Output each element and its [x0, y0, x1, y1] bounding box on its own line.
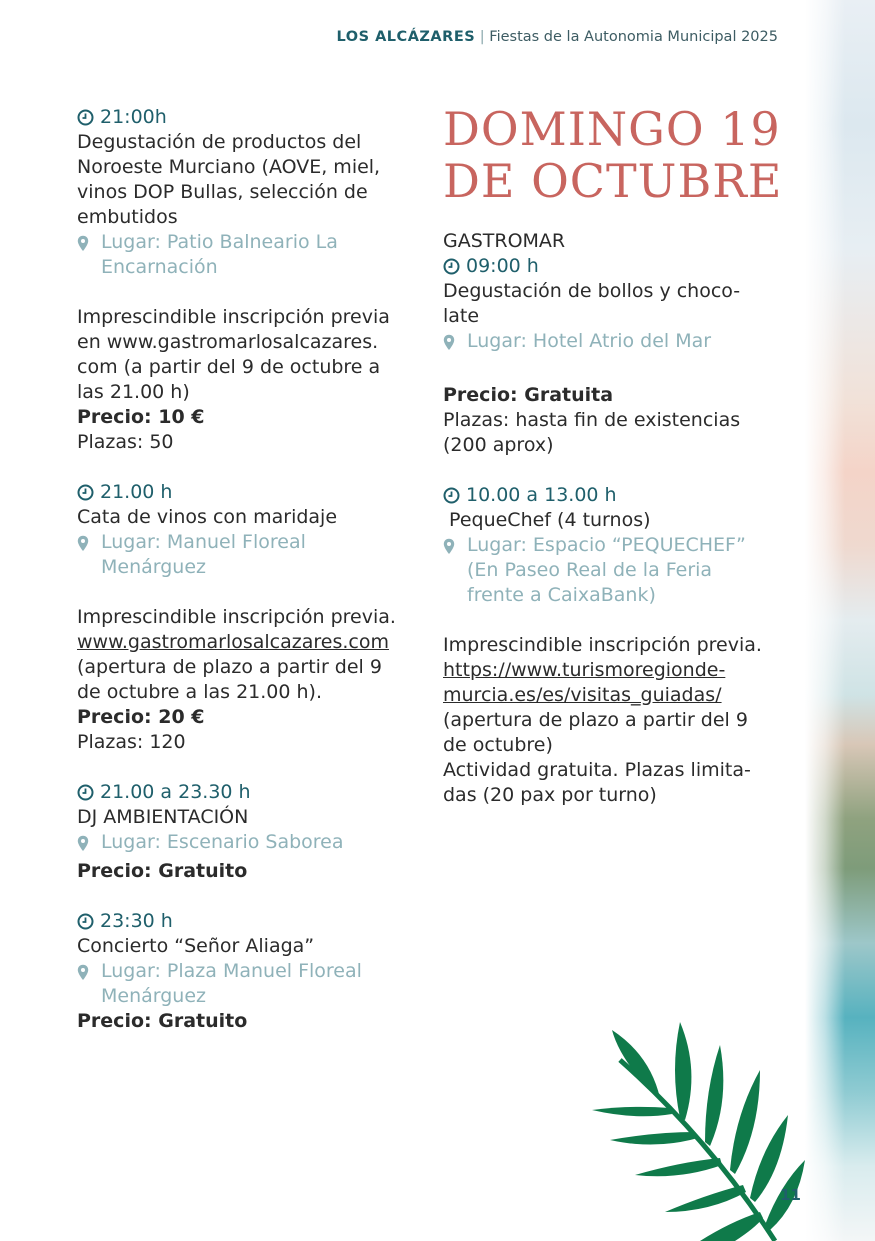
day-title — [443, 103, 788, 207]
event-location-text: Lugar: Hotel Atrio del Mar — [467, 330, 712, 352]
event-price: Precio: Gratuito — [77, 1010, 248, 1032]
event-note-line: Imprescindible inscripción previa — [77, 306, 390, 328]
day-title-line: DOMINGO 19 — [443, 102, 781, 156]
event-location — [443, 329, 788, 358]
left-column — [77, 105, 417, 1034]
event-note-line: (apertura de plazo a partir del 9 — [443, 709, 748, 731]
event-time — [77, 480, 417, 505]
registration-link[interactable]: www.gastromarlosalcazares.com — [77, 631, 389, 653]
event-title: PequeChef (4 turnos) — [443, 509, 651, 531]
event-time — [443, 254, 788, 279]
event-location — [77, 959, 417, 1009]
event-places: Plazas: 50 — [77, 431, 174, 453]
event-time-text: 21.00 a 23.30 h — [100, 781, 251, 803]
day-title-line: DE OCTUBRE — [443, 154, 783, 208]
right-column — [443, 102, 788, 808]
event-location-text: Lugar: Escenario Saborea — [101, 831, 344, 853]
event-note-line: das (20 pax por turno) — [443, 784, 657, 806]
event-location — [77, 230, 417, 280]
event-time-text: 09:00 h — [466, 255, 539, 277]
event-location-text: Menárguez — [101, 985, 207, 1007]
event-price: Precio: Gratuita — [443, 384, 614, 406]
event-location-text: Lugar: Manuel Floreal — [101, 531, 306, 553]
event-location-text: Lugar: Patio Balneario La — [101, 231, 338, 253]
clock-icon — [77, 484, 94, 501]
event-price: Precio: Gratuito — [77, 860, 248, 882]
header-subtitle: Fiestas de la Autonomia Municipal 2025 — [489, 29, 778, 45]
event-note-line: Imprescindible inscripción previa. — [443, 634, 762, 656]
event-title-line: late — [443, 305, 480, 327]
event-title-line: Degustación de bollos y choco- — [443, 280, 741, 302]
event-price: Precio: 10 € — [77, 406, 205, 428]
event-location-text: Menárguez — [101, 556, 207, 578]
clock-icon — [443, 487, 460, 504]
clock-icon — [77, 913, 94, 930]
event-location — [77, 830, 417, 859]
event-note-line: (apertura de plazo a partir del 9 — [77, 656, 382, 678]
event-note-line: com (a partir del 9 de octubre a — [77, 356, 381, 378]
event-time-text: 23:30 h — [100, 910, 173, 932]
event-note-line: de octubre) — [443, 734, 553, 756]
header-brand: LOS ALCÁZARES — [336, 29, 476, 45]
event-note-line: las 21.00 h) — [77, 381, 190, 403]
clock-icon — [77, 784, 94, 801]
header-separator: | — [479, 29, 485, 45]
event-note-line: de octubre a las 21.00 h). — [77, 681, 323, 703]
event-title-line: Noroeste Murciano (AOVE, miel, — [77, 156, 381, 178]
location-pin-icon — [77, 535, 89, 552]
event-location — [443, 533, 788, 608]
event-location — [77, 530, 417, 580]
event-location-text: frente a CaixaBank) — [467, 584, 656, 606]
event-note-line: Actividad gratuita. Plazas limita- — [443, 759, 751, 781]
event-places: Plazas: 120 — [77, 731, 186, 753]
event-price: Precio: 20 € — [77, 706, 205, 728]
event-time — [77, 780, 417, 805]
location-pin-icon — [77, 835, 89, 852]
event-title: DJ AMBIENTACIÓN — [77, 806, 249, 828]
event-location-text: Lugar: Espacio “PEQUECHEF” — [467, 534, 746, 556]
section-title: GASTROMAR — [443, 230, 566, 252]
event-note-line: Imprescindible inscripción previa. — [77, 606, 396, 628]
event-time-text: 21.00 h — [100, 481, 173, 503]
registration-link[interactable]: https://www.turismoregionde- — [443, 659, 726, 681]
location-pin-icon — [443, 538, 455, 555]
event-places-line: Plazas: hasta fin de existencias — [443, 409, 741, 431]
clock-icon — [77, 109, 94, 126]
clock-icon — [443, 258, 460, 275]
event-title: Concierto “Señor Aliaga” — [77, 935, 315, 957]
event-places-line: (200 aprox) — [443, 434, 554, 456]
event-location-text: (En Paseo Real de la Feria — [467, 559, 713, 581]
page-header — [337, 29, 778, 45]
event-time — [77, 105, 417, 130]
event-time-text: 21:00h — [100, 106, 167, 128]
page-number: 11 — [780, 1186, 801, 1204]
event-title-line: embutidos — [77, 206, 178, 228]
location-pin-icon — [77, 964, 89, 981]
event-time-text: 10.00 a 13.00 h — [466, 484, 617, 506]
palm-leaf-decoration — [560, 1000, 860, 1241]
location-pin-icon — [77, 235, 89, 252]
event-title-line: vinos DOP Bullas, selección de — [77, 181, 368, 203]
location-pin-icon — [443, 334, 455, 351]
event-title-line: Degustación de productos del — [77, 131, 362, 153]
event-note-line: en www.gastromarlosalcazares. — [77, 331, 379, 353]
event-location-text: Lugar: Plaza Manuel Floreal — [101, 960, 362, 982]
event-title: Cata de vinos con maridaje — [77, 506, 338, 528]
event-time — [77, 909, 417, 934]
event-time — [443, 483, 788, 508]
event-location-text: Encarnación — [101, 256, 218, 278]
registration-link[interactable]: murcia.es/es/visitas_guiadas/ — [443, 684, 722, 706]
